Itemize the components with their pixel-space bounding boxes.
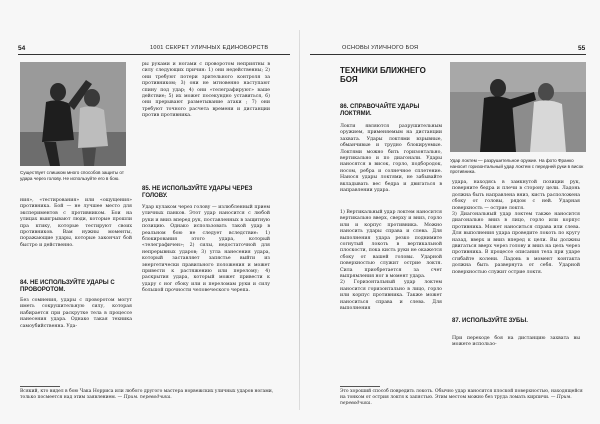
- right-page: [300, 0, 600, 424]
- text-col-c-bottom: 1) Вертикальный удар локтем наносится вертикально вверх, сверху и вниз, горло или и корпус противника. Можно наносить удары справа и слева. Для выполнения удара резко поднимите согнутый локоть в вертикальной плоскости, пока кисть руки не окажется сбоку от вашей головы. Ударной поверхностью служит острие локтя. Сила приобретается за счет выпрямления ног в момент удара. 2) Горизонтальный удар локтем наносится горизонтально в лицо, горло или корпус противника. Также может наноситься справа и слева. Для выполнения: [340, 210, 442, 312]
- footnote-left-tag: Прим. переводчика.: [123, 394, 172, 400]
- photo-elbow-strike: [450, 62, 586, 152]
- text-col-c-top: Локти являются разрушительным оружием, применяемым на дистанции захвата. Удары локтями взрывные, обманчивые и трудно блокируемые. Локтями можно бить горизонтально, вертикально и по диагонали. Удары наносятся в висок, горло, подбородок, носом, ребра и солнечное сплетение. Нанося удары локтями, не забывайте вкладывать вес бедра и двигаться в направлении удара.: [340, 124, 442, 194]
- text-col-d-bottom: При переходе боя на дистанцию захвата вы можете использо-: [452, 336, 580, 348]
- text-col-a-top: ния», «тестирования» или «ощущения» противника. Бой — не лучшее место для экспериментов с противником. Бои на улицах выигрывают люди, которые прошли пра ктику, которые тестируют своих противников. Вам нужны моменты, поражающие удары, которые закончат бой быстро и действенно.: [20, 198, 132, 248]
- header-rule-left: [18, 54, 290, 55]
- footnote-left: [20, 389, 274, 401]
- photo-caption-right: Удар локтем — разрушительное оружие. На фото Франко наносит горизонтальный удар локтем с передней руки в висок противника.: [450, 158, 584, 175]
- text-col-b-bottom: Удар кулаком через голову — излюбленный прием уличных панков. Этот удар наносится с любой руки и вниз вперед рук, поставленных в защитную позицию. Однако использовать такой удар в реальном бою не следует вследствие: 1) блокирования этого удара, который «телеграфичен»; 2) силы, недостаточной для непрерывных ударов; 3) угла нанесения удара, который заставляет запястье выйти из энергетически правильного положения и может привести к растяжению или перелому; 4) раскрытия удара, который может привести к удару с ног сбоку или и переломам руки и силу большой прочности человеческого черепа.: [142, 205, 270, 294]
- section-86-title: 86. СПРАВОЧАЙТЕ УДАРЫ ЛОКТЯМИ.: [340, 104, 420, 118]
- footnote-right-tag: Прим. переводчика.: [340, 394, 572, 406]
- photo-overhead-punch: [20, 62, 126, 166]
- page-number-left: 54: [18, 45, 26, 52]
- section-84-title: 84. НЕ ИСПОЛЬЗУЙТЕ УДАРЫ С ПРОВОРОТОМ.: [20, 280, 115, 294]
- text-col-d-top: удара, находясь в замкнутой позиции рук, поверните бедра и плечи в сторону цели. Ладонь должна быть направлена вниз, кисть расположена сбоку от головы, рядом с ней. Ударная поверхность — острие локтя. 3) Диагональный удар локтем также наносится диагонально вниз в лицо, горло или корпус противника. Может наноситься справа или слева. Для выполнения удара проведите локоть по кругу назад, вверх и вниз вперед к цели. Вы должны двигаться вверх через голову и вниз на цель через противника. В процессе описания тела при ударе сгибайте колени. Ладонь в момент контакта должна быть развернута от себя. Ударной поверхностью служит острие локтя.: [452, 180, 580, 275]
- header-rule-right: [310, 54, 586, 55]
- photo-caption-left: Существует слишком много способов защиты от удара через голову. Не используйте его в бою.: [20, 170, 124, 181]
- running-head-right: ОСНОВЫ УЛИЧНОГО БОЯ: [342, 45, 419, 51]
- running-head-left: 1001 СЕКРЕТ УЛИЧНЫХ ЕДИНОБОРСТВ: [150, 45, 269, 51]
- footnote-left-text: Всякий, кто видел в бою Чака Норриса или любого другого мастера норвежских уличных ударов ногами, только посмеется над этим заявлением. —: [20, 389, 274, 400]
- section-85-title: 85. НЕ ИСПОЛЬЗУЙТЕ УДАРЫ ЧЕРЕЗ ГОЛОВУ.: [142, 186, 253, 200]
- footnote-right-text: Это хороший способ повредить локоть. Обычно удар наносится плоской поверхностью, находящейся на тонком от острия локтя к запястью. Этим местом можно без труда ломать кирпичи. —: [340, 389, 583, 400]
- footnote-rule-right: [340, 386, 380, 387]
- chapter-title: ТЕХНИКИ БЛИЖНЕГО БОЯ: [340, 66, 426, 84]
- text-col-a-bottom: Без сомнения, удары с проворотом могут иметь сокрушительную силу, которая набирается при раскрутке тела в процессе нанесения удара. Однако такая техника самоубийственна. Уда-: [20, 298, 132, 329]
- footnote-rule-left: [20, 386, 60, 387]
- text-col-b-top: ры руками и ногами с проворотом неприятны в силу следующих причин: 1) они недейственны; 2) они требуют потери зрительного контроля за противником; 3) они не мгновенно наступают спину под удар; 4) они «телеграфируют» ваше действие; 5) их может посекундно уставиться, 6) они прерывают разметывание атаки ; 7) они требуют точного расчета времени и дистанции против противника.: [142, 62, 270, 119]
- page-number-right: 55: [578, 45, 586, 52]
- footnote-right: [340, 389, 586, 406]
- section-87-title: 87. ИСПОЛЬЗУЙТЕ ЗУБЫ.: [452, 318, 528, 324]
